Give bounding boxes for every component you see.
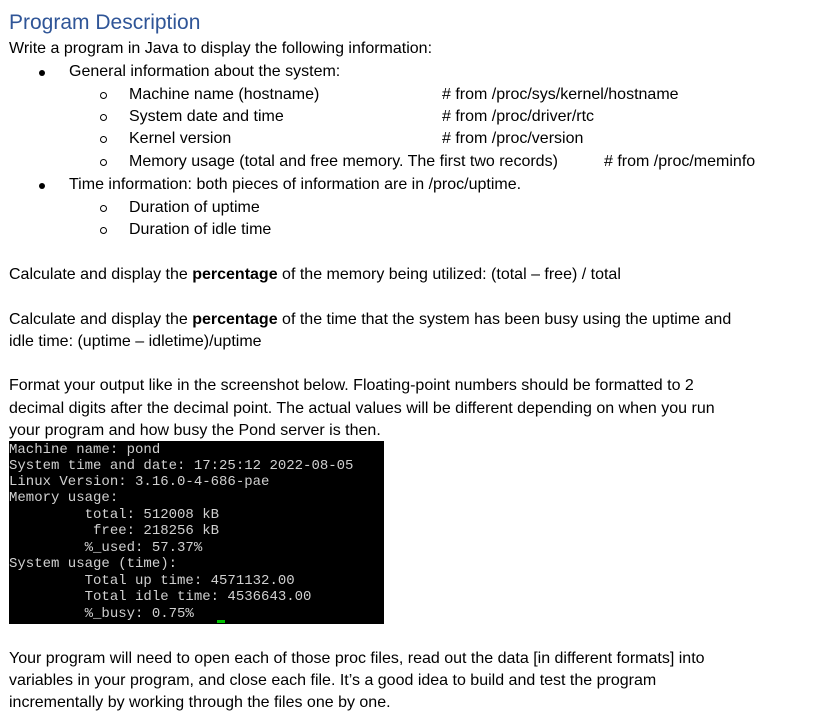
circle-bullet-icon xyxy=(100,92,107,99)
terminal-line: %_busy: 0.75% xyxy=(9,606,194,622)
comment-meminfo: # from /proc/meminfo xyxy=(604,153,756,170)
text-span: of the time that the system has been busy using the uptime and xyxy=(277,311,732,328)
text-span: Calculate and display the xyxy=(9,266,193,283)
paragraph-format-line2: decimal digits after the decimal point. The actual values will be different depending on when you run xyxy=(9,400,715,417)
terminal-line: free: 218256 kB xyxy=(9,523,220,539)
paragraph-format-line3: your program and how busy the Pond server is then. xyxy=(9,422,381,439)
bullet-dot-icon xyxy=(39,70,45,76)
sub-item-uptime: Duration of uptime xyxy=(129,199,260,216)
bold-text: percentage xyxy=(192,311,278,328)
page-title: Program Description xyxy=(9,11,201,34)
terminal-line: System time and date: 17:25:12 2022-08-05 xyxy=(9,458,354,474)
sub-item-memory: Memory usage (total and free memory. The first two records) xyxy=(129,153,558,170)
circle-bullet-icon xyxy=(100,205,107,212)
comment-version: # from /proc/version xyxy=(442,130,584,147)
paragraph-final-line1: Your program will need to open each of those proc files, read out the data [in different formats] into xyxy=(9,650,705,667)
text-span: Calculate and display the xyxy=(9,311,193,328)
paragraph-busy-percentage-line1 xyxy=(9,310,731,330)
sub-item-kernel: Kernel version xyxy=(129,130,232,147)
comment-rtc: # from /proc/driver/rtc xyxy=(442,108,595,125)
terminal-line: %_used: 57.37% xyxy=(9,540,203,556)
terminal-line: Machine name: pond xyxy=(9,442,161,458)
terminal-line: Linux Version: 3.16.0-4-686-pae xyxy=(9,474,270,490)
paragraph-final-line2: variables in your program, and close each file. It’s a good idea to build and test the program xyxy=(9,672,657,689)
terminal-line: total: 512008 kB xyxy=(9,507,220,523)
terminal-line: Total idle time: 4536643.00 xyxy=(9,589,312,605)
paragraph-final-line3: incrementally by working through the files one by one. xyxy=(9,694,391,711)
intro-text: Write a program in Java to display the following information: xyxy=(9,40,433,57)
terminal-line: Memory usage: xyxy=(9,490,119,506)
text-span: of the memory being utilized: (total – free) / total xyxy=(277,266,621,283)
terminal-line: Total up time: 4571132.00 xyxy=(9,573,295,589)
sub-item-date-time: System date and time xyxy=(129,108,284,125)
bullet-dot-icon xyxy=(39,183,45,189)
bullet-time-label: Time information: both pieces of information are in /proc/uptime. xyxy=(69,176,522,193)
circle-bullet-icon xyxy=(100,159,107,166)
paragraph-format-line1: Format your output like in the screenshot below. Floating-point numbers should be formatted to 2 xyxy=(9,377,694,394)
terminal-screenshot xyxy=(9,441,384,624)
circle-bullet-icon xyxy=(100,227,107,234)
paragraph-busy-percentage-line2: idle time: (uptime – idletime)/uptime xyxy=(9,333,262,350)
comment-hostname: # from /proc/sys/kernel/hostname xyxy=(442,86,679,103)
terminal-line: System usage (time): xyxy=(9,556,178,572)
paragraph-memory-percentage xyxy=(9,265,621,285)
bullet-general-label: General information about the system: xyxy=(69,63,341,80)
terminal-cursor xyxy=(217,620,225,623)
bold-text: percentage xyxy=(192,266,278,283)
circle-bullet-icon xyxy=(100,136,107,143)
sub-item-hostname: Machine name (hostname) xyxy=(129,86,320,103)
circle-bullet-icon xyxy=(100,114,107,121)
sub-item-idle: Duration of idle time xyxy=(129,221,272,238)
